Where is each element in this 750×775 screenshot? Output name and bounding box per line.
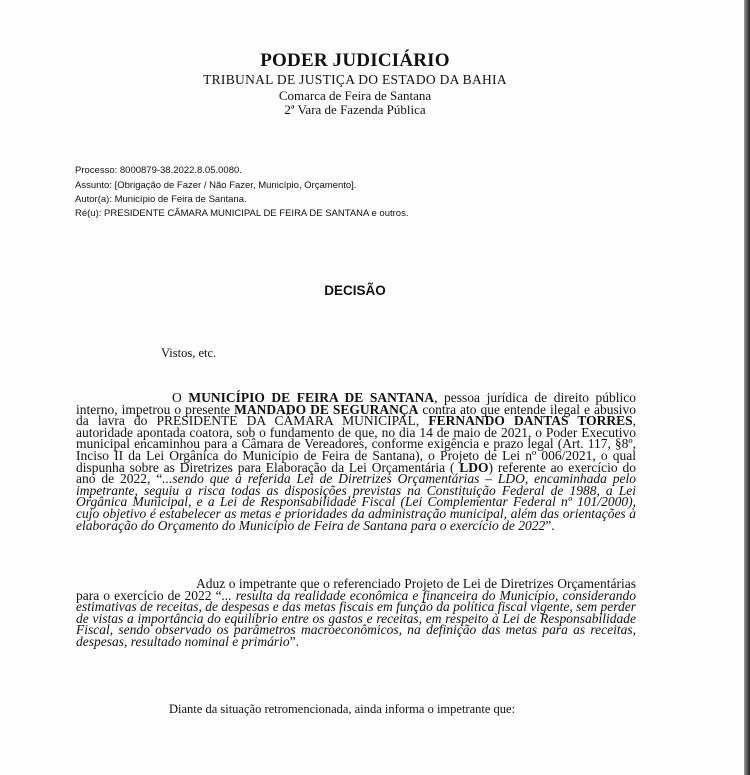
p1-text-2: , pessoa jurídica de direito público interno, impetrou o presente bbox=[76, 390, 637, 417]
p1-text-3: contra ato que entende ilegal e abusivo da lavra do PRESIDENTE DA CÂMARA MUNICIPAL, bbox=[76, 401, 636, 429]
page-edge-shadow bbox=[744, 0, 750, 775]
p1-text-4: , autoridade apontada coatora, sob o fundamento de que, no dia 14 de maio de 2021, o Poder Executivo municipal encaminhou para a Câmara de Vereadores, conforme exigência e prazo legal (Art. 117, §8º, Inciso II da Lei Orgânica do Município de Feira de Santana), o Projeto de Lei nº 006/2021, o qual dispunha sobre as Diretrizes para Elaboração da Lei Orçamentária ( bbox=[76, 413, 636, 475]
decision-title: DECISÃO bbox=[324, 283, 386, 298]
paragraph-3: Diante da situação retromencionada, ainda informa o impetrante que: bbox=[169, 702, 516, 716]
paragraph-1 bbox=[76, 392, 636, 531]
header-title: PODER JUDICIÁRIO bbox=[260, 50, 450, 71]
header-district: Comarca de Feira de Santana bbox=[278, 88, 432, 103]
p1-text-1: O bbox=[172, 390, 189, 405]
header-court: TRIBUNAL DE JUSTIÇA DO ESTADO DA BAHIA bbox=[203, 72, 507, 87]
case-assunto: Assunto: [Obrigação de Fazer / Não Fazer, Município, Orçamento]. bbox=[75, 180, 357, 191]
p1-mandado: MANDADO DE SEGURANÇA bbox=[234, 401, 419, 417]
p1-text-6: ”. bbox=[545, 517, 555, 533]
p1-ldo: LDO bbox=[459, 459, 489, 475]
paragraph-2 bbox=[76, 578, 636, 648]
case-processo: Processo: 8000879-38.2022.8.05.0080. bbox=[75, 165, 242, 176]
case-autor: Autor(a): Município de Feira de Santana. bbox=[75, 194, 247, 205]
p2-text-2: ”. bbox=[289, 633, 299, 649]
p2-text-1: Aduz o impetrante que o referenciado Projeto de Lei de Diretrizes Orçamentárias para o exercício de 2022 “ bbox=[76, 576, 636, 603]
case-reu: Ré(u): PRESIDENTE CÂMARA MUNICIPAL DE FEIRA DE SANTANA e outros. bbox=[75, 208, 409, 219]
vistos-line: Vistos, etc. bbox=[161, 346, 217, 360]
p2-quote: ... resulta da realidade econômica e financeira do Município, considerando estimativas de receitas, de despesas e das metas fiscais em função da política fiscal vigente, sem perder de vistas a importância do equilíbrio entre os gastos e receitas, em respeito à Lei de Responsabilidade Fiscal, sendo observado os parâmetros macroeconômicos, na definição das metas para as receitas, despesas, resultado nominal e primário bbox=[76, 587, 636, 649]
p1-quote: ...sendo que a referida Lei de Diretrizes Orçamentárias – LDO, encaminhada pelo impetrante, seguiu a risca todas as disposições previstas na Constituição Federal de 1988, a Lei Orgânica Municipal, e a Lei de Responsabilidade Fiscal (Lei Complementar Federal nº 101/2000), cujo objetivo é estabelecer as metas e prioridades da administração municipal, além das orientações à elaboração do Orçamento do Município de Feira de Santana para o exercício de 2022 bbox=[76, 471, 636, 533]
p1-authority-name: FERNANDO DANTAS TORRES bbox=[428, 413, 633, 429]
p1-municipio: MUNICÍPIO DE FEIRA DE SANTANA bbox=[188, 390, 435, 405]
p1-text-5: ) referente ao exercício do ano de 2022, “ bbox=[76, 459, 636, 487]
header-division: 2ª Vara de Fazenda Pública bbox=[284, 102, 426, 117]
